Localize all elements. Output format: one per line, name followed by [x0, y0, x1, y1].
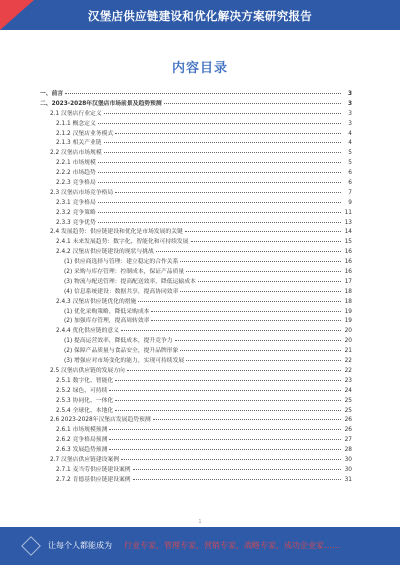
toc-entry[interactable]	[40, 407, 352, 417]
toc-entry[interactable]	[40, 248, 352, 258]
toc-entry[interactable]	[40, 288, 352, 298]
toc-dot-leader	[133, 469, 341, 470]
toc-dot-leader	[109, 449, 341, 450]
toc-entry-label: 2.6.3 发展趋势预测	[56, 446, 108, 456]
toc-entry-page: 6	[348, 170, 352, 177]
footer-tagline: 行业专家、管理专家、营销专家、战略专家、成功企业家……	[124, 541, 340, 550]
toc-entry-page: 16	[344, 249, 352, 256]
toc-entry-page: 19	[344, 318, 352, 325]
toc-entry-page: 20	[344, 328, 352, 335]
toc-entry-label: 2.6.1 市场规模预测	[56, 426, 108, 436]
toc-entry[interactable]	[40, 357, 352, 367]
toc-entry[interactable]	[40, 466, 352, 476]
toc-entry[interactable]	[40, 387, 352, 397]
toc-dot-leader	[191, 241, 341, 242]
toc-entry-page: 25	[344, 407, 352, 414]
toc-dot-leader	[109, 429, 341, 430]
toc-entry-label: 2.7 汉堡店供应链建设案例	[50, 456, 120, 466]
toc-entry-page: 15	[344, 239, 352, 246]
toc-entry[interactable]	[40, 90, 352, 100]
toc-entry-label: (2) 加强库存管理，提高周转效率	[64, 317, 150, 327]
toc-entry-page: 9	[348, 199, 352, 206]
toc-entry[interactable]	[40, 179, 352, 189]
toc-entry-page: 3	[347, 100, 352, 107]
toc-entry-page: 17	[344, 278, 352, 285]
toc-entry-label: (1) 供应商选择与管理：建立稳定的合作关系	[64, 258, 179, 268]
toc-entry[interactable]	[40, 337, 352, 347]
toc-dot-leader	[138, 301, 341, 302]
toc-entry[interactable]	[40, 238, 352, 248]
toc-entry-label: 2.4.4 优化供应链的意义	[56, 327, 120, 337]
toc-dot-leader	[164, 103, 341, 104]
toc-entry[interactable]	[40, 308, 352, 318]
toc-entry-page: 13	[344, 219, 352, 226]
toc-entry-page: 3	[347, 91, 352, 97]
toc-entry-page: 30	[344, 466, 352, 473]
toc-entry-page: 3	[348, 110, 352, 117]
toc-entry-label: 2.6 2023-2028年汉堡店发展趋势预测	[50, 416, 152, 426]
toc-entry-label: (3) 物流与配送管理：提高配送效率，降低运输成本	[64, 278, 197, 288]
toc-heading: 内容目录	[171, 61, 228, 76]
toc-entry-page: 24	[344, 387, 352, 394]
toc-entry-label: 2.5.1 数字化、智能化	[56, 377, 114, 387]
toc-dot-leader	[151, 311, 341, 312]
toc-entry[interactable]	[40, 456, 352, 466]
toc-entry-page: 4	[348, 130, 352, 137]
toc-dot-leader	[98, 182, 341, 183]
toc-entry-page: 27	[344, 437, 352, 444]
toc-entry[interactable]	[40, 199, 352, 209]
toc-entry[interactable]	[40, 120, 352, 130]
toc-entry[interactable]	[40, 268, 352, 278]
toc-entry-page: 21	[344, 348, 352, 355]
toc-dot-leader	[121, 330, 341, 331]
toc-entry[interactable]	[40, 149, 352, 159]
toc-entry-page: 6	[348, 180, 352, 187]
toc-entry-page: 18	[344, 288, 352, 295]
toc-dot-leader	[109, 390, 341, 391]
toc-dot-leader	[175, 340, 341, 341]
toc-entry[interactable]	[40, 228, 352, 238]
toc-dot-leader	[98, 202, 341, 203]
toc-entry[interactable]	[40, 327, 352, 337]
toc-entry-label: 2.7.2 肯德基供应链建设案例	[56, 476, 132, 486]
toc-entry[interactable]	[40, 189, 352, 199]
toc-entry-label: 2.1.3 相关产业链	[56, 139, 103, 149]
toc-dot-leader	[180, 291, 341, 292]
toc-entry-label: 2.5.4 全球化、本地化	[56, 407, 114, 417]
footer-slogan: 让每个人都能成为	[48, 541, 112, 550]
toc-entry-label: 2.3.3 竞争优势	[56, 219, 97, 229]
toc-entry-label: 2.1 汉堡店行业定义	[50, 110, 103, 120]
toc-entry-label: 2.5.2 绿色、可持续	[56, 387, 108, 397]
toc-entry[interactable]	[40, 426, 352, 436]
toc-entry-label: 2.6.2 竞争格局预测	[56, 436, 108, 446]
footer-banner	[0, 527, 400, 565]
toc-entry[interactable]	[40, 139, 352, 149]
toc-entry-page: 30	[344, 456, 352, 463]
toc-entry-label: 2.1.2 汉堡店业务模式	[56, 130, 114, 140]
toc-entry-page: 16	[344, 259, 352, 266]
toc-entry-page: 4	[348, 140, 352, 147]
toc-dot-leader	[198, 281, 341, 282]
toc-entry[interactable]	[40, 130, 352, 140]
toc-entry-label: (4) 信息系统建设：数据共享，提高协同效率	[64, 288, 179, 298]
toc-entry-label: 一、前言	[40, 90, 64, 100]
toc-dot-leader	[121, 459, 341, 460]
toc-entry-label: 2.3.2 竞争策略	[56, 209, 97, 219]
toc-entry[interactable]	[40, 416, 352, 426]
toc-entry[interactable]	[40, 110, 352, 120]
toc-entry-page: 18	[344, 298, 352, 305]
toc-entry[interactable]	[40, 209, 352, 219]
report-title: 汉堡店供应链建设和优化解决方案研究报告	[87, 9, 313, 23]
toc-entry-label: 2.4 发展趋势：供应链建设和优化是市场发展的关键	[50, 228, 184, 238]
toc-entry-label: 2.2.1 市场规模	[56, 159, 97, 169]
toc-entry-label: 2.2.2 市场趋势	[56, 169, 97, 179]
toc-entry-page: 31	[344, 476, 352, 483]
toc-entry-page: 22	[344, 358, 352, 365]
toc-entry[interactable]	[40, 347, 352, 357]
toc-entry[interactable]	[40, 100, 352, 110]
toc-entry-label: (2) 保障产品质量与食品安全，提升品牌形象	[64, 347, 179, 357]
toc-dot-leader	[104, 152, 341, 153]
toc-entry-page: 14	[344, 229, 352, 236]
toc-entry-page: 16	[344, 269, 352, 276]
toc-dot-leader	[104, 113, 341, 114]
toc-entry-label: 2.5.3 协同化、一体化	[56, 397, 114, 407]
toc-dot-leader	[109, 439, 341, 440]
toc-entry-page: 23	[344, 377, 352, 384]
toc-entry-page: 26	[344, 427, 352, 434]
toc-entry-label: 2.4.1 未来发展趋势：数字化、智能化和可持续发展	[56, 238, 190, 248]
toc-entry[interactable]	[40, 219, 352, 229]
toc-entry-label: 2.2.3 竞争格局	[56, 179, 97, 189]
toc-entry-page: 19	[344, 308, 352, 315]
toc-entry[interactable]	[40, 169, 352, 179]
toc-entry[interactable]	[40, 446, 352, 456]
toc-dot-leader	[115, 400, 341, 401]
toc-dot-leader	[98, 172, 341, 173]
toc-entry-label: (3) 增强应对市场变化的能力，实现可持续发展	[64, 357, 185, 367]
toc-dot-leader	[151, 320, 341, 321]
toc-entry-page: 7	[348, 189, 352, 196]
toc-entry-page: 26	[344, 417, 352, 424]
toc-entry-label: 2.2 汉堡店市场规模	[50, 149, 103, 159]
toc-dot-leader	[98, 123, 341, 124]
toc-entry-label: 2.4.2 汉堡店供应链建设的现状与挑战	[56, 248, 155, 258]
toc-entry-label: 二、2023-2028年汉堡店市场前景及趋势预测	[40, 100, 163, 110]
toc-dot-leader	[180, 261, 341, 262]
toc-entry-page: 22	[344, 367, 352, 374]
toc-entry[interactable]	[40, 159, 352, 169]
toc-entry[interactable]	[40, 397, 352, 407]
toc-dot-leader	[133, 479, 341, 480]
toc-entry[interactable]	[40, 258, 352, 268]
toc-dot-leader	[98, 162, 341, 163]
toc-dot-leader	[115, 410, 341, 411]
toc-dot-leader	[115, 380, 341, 381]
toc-entry-label: (1) 提高运营效率，降低成本，提升竞争力	[64, 337, 174, 347]
table-of-contents	[40, 90, 352, 486]
toc-entry[interactable]	[40, 436, 352, 446]
toc-dot-leader	[186, 360, 341, 361]
toc-entry-page: 5	[348, 150, 352, 157]
toc-entry-label: (1) 优化采购策略，降低采购成本	[64, 308, 150, 318]
toc-dot-leader	[156, 251, 341, 252]
toc-entry[interactable]	[40, 278, 352, 288]
toc-dot-leader	[180, 350, 341, 351]
toc-entry-page: 20	[344, 338, 352, 345]
toc-entry-label: (2) 采购与库存管理：控制成本，保证产品质量	[64, 268, 185, 278]
toc-entry[interactable]	[40, 317, 352, 327]
toc-dot-leader	[115, 192, 341, 193]
toc-entry-page: 5	[348, 160, 352, 167]
toc-entry-page: 28	[344, 447, 352, 454]
toc-entry[interactable]	[40, 367, 352, 377]
toc-entry-label: 2.3.1 竞争格局	[56, 199, 97, 209]
toc-dot-leader	[153, 419, 341, 420]
toc-dot-leader	[98, 212, 341, 213]
toc-dot-leader	[127, 370, 341, 371]
page-number: 1	[198, 519, 202, 525]
toc-entry-label: 2.3 汉堡店市场竞争格局	[50, 189, 114, 199]
report-header	[0, 0, 400, 30]
toc-entry-page: 3	[348, 120, 352, 127]
cube-logo-icon	[21, 536, 41, 556]
toc-entry[interactable]	[40, 377, 352, 387]
toc-dot-leader	[185, 231, 341, 232]
toc-entry-label: 2.7.1 麦当劳供应链建设案例	[56, 466, 132, 476]
toc-entry-page: 25	[344, 397, 352, 404]
toc-dot-leader	[115, 133, 341, 134]
toc-entry[interactable]	[40, 476, 352, 486]
toc-dot-leader	[186, 271, 341, 272]
toc-entry-page: 11	[344, 209, 352, 216]
toc-entry-label: 2.1.1 概念定义	[56, 120, 97, 130]
toc-entry-label: 2.4.3 汉堡店供应链优化的措施	[56, 298, 137, 308]
toc-dot-leader	[104, 142, 341, 143]
toc-dot-leader	[98, 222, 341, 223]
toc-entry[interactable]	[40, 298, 352, 308]
toc-entry-label: 2.5 汉堡店供应链的发展方向	[50, 367, 126, 377]
toc-dot-leader	[65, 93, 341, 94]
